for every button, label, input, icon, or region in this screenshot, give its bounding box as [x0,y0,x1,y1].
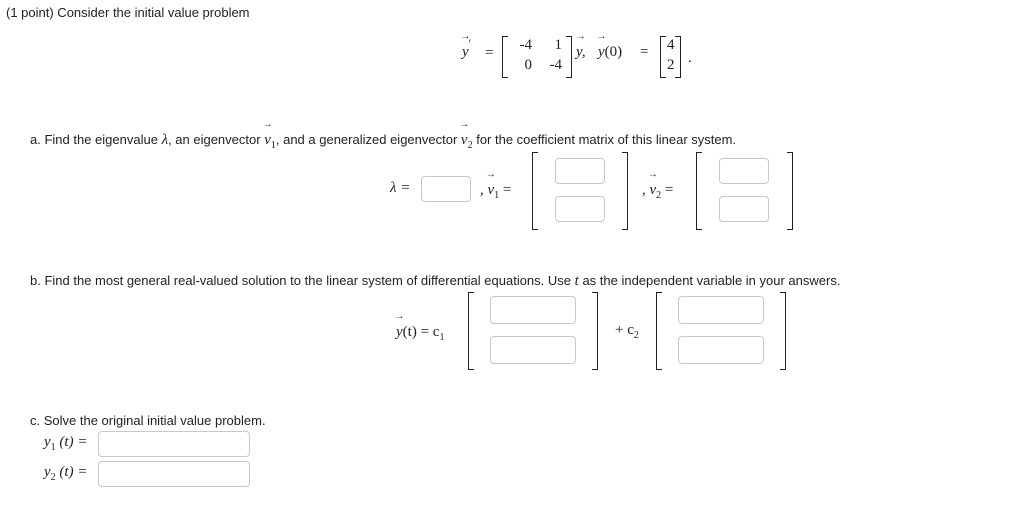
part-a-prompt: a. Find the eigenvalue λ, an eigenvector → $v_1$, and a generalized eigenvector → $v_2$ for the coefficient matrix of this linear system. [30,132,736,151]
ivp-period: . [688,50,692,66]
y2-label: $y_2$ (t) = [44,464,88,483]
initial-condition-label: → y(0) [598,44,622,61]
y1-label: $y_1$ (t) = [44,434,88,453]
v1-bottom-input[interactable] [555,196,605,222]
ivp-lhs: → y′ [462,44,471,61]
part-b-prompt: b. Find the most general real-valued solution to the linear system of differential equations. Use t as the independent variable in your answers. [30,273,841,289]
y2-input[interactable] [98,461,250,487]
problem-header: (1 point) Consider the initial value problem [6,5,250,20]
ivp-equals: = [485,45,494,61]
b1-bottom-input[interactable] [490,336,576,364]
y1-input[interactable] [98,431,250,457]
v1-label: , → $v_1$ = [480,182,511,201]
plus-c2-label: + $c_2$ [615,322,639,341]
v2-bottom-input[interactable] [719,196,769,222]
initial-equals: = [640,44,649,60]
part-c-prompt: c. Solve the original initial value problem. [30,413,266,428]
ivp-rhs-vector: → y, [576,44,586,61]
lambda-label: λ = [390,180,411,196]
b2-bottom-input[interactable] [678,336,764,364]
eigenvalue-input[interactable] [421,176,471,202]
general-solution-label: → $y(t) = c_1$ [396,324,444,343]
v2-label: , → $v_2$ = [642,182,673,201]
b1-top-input[interactable] [490,296,576,324]
v2-top-input[interactable] [719,158,769,184]
v1-top-input[interactable] [555,158,605,184]
b2-top-input[interactable] [678,296,764,324]
